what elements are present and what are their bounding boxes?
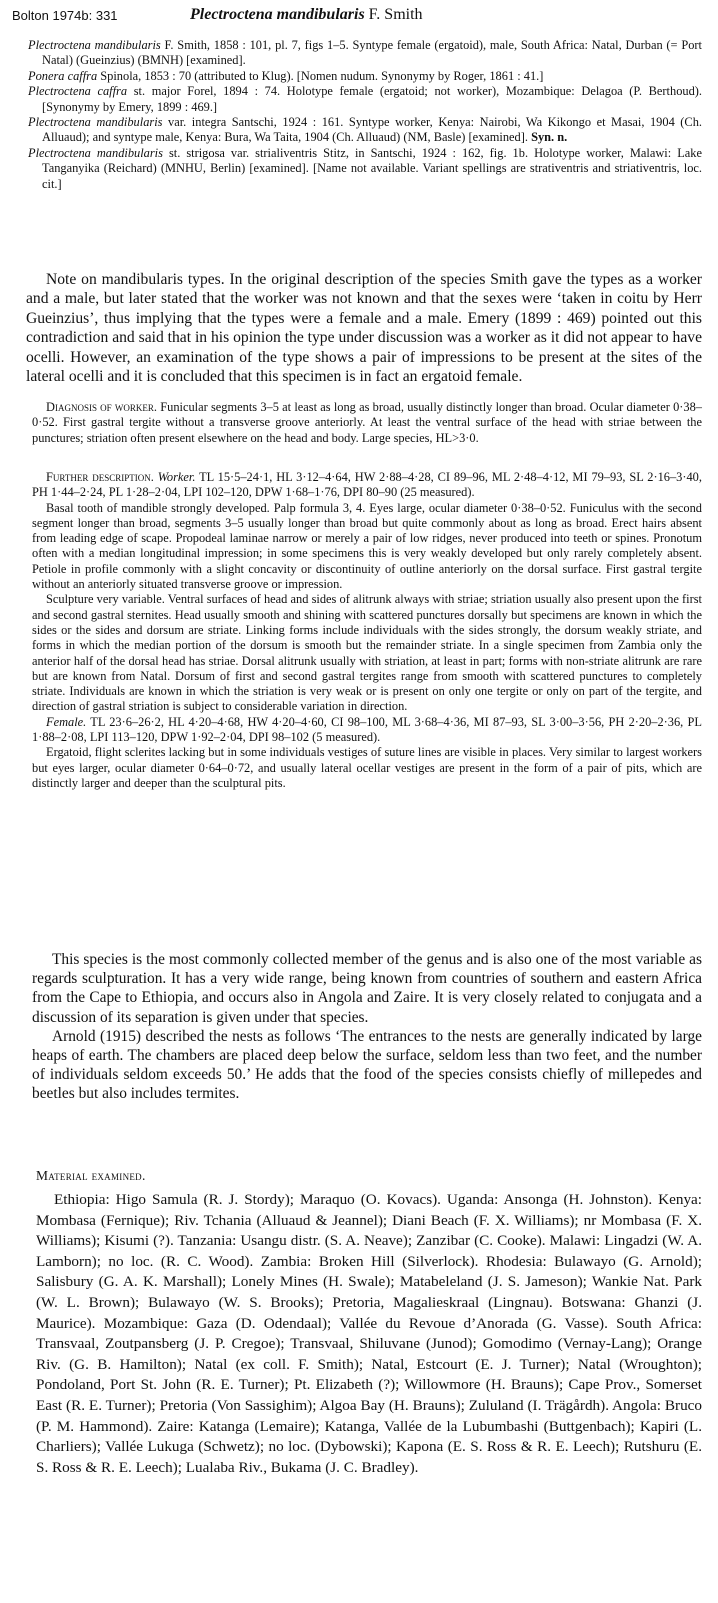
synonymy-entry [28,38,702,69]
synonymy-text: Spinola, 1853 : 70 (attributed to Klug). [Nomen nudum. Synonymy by Roger, 1861 : 41.] [97,68,544,83]
synonymy-text: var. integra Santschi, 1924 : 161. Syntype worker, Kenya: Nairobi, Wa Kikongo et Masai, 1904 (Ch. Alluaud); and syntype male, Kenya: Bura, Wa Taita, 1904 (Ch. Alluaud) (NM, Basle) [examined]. [42,115,702,145]
material-list: Ethiopia: Higo Samula (R. J. Stordy); Maraquo (O. Kovacs). Uganda: Ansonga (H. Johnston). Kenya: Mombasa (Fernique); Riv. Tchania (Alluaud & Jeannel); Diani Beach (F. X. Williams); nr Mombasa (F. X. Williams); Kisumi (?). Tanzania: Usangu distr. (S. A. Neave); Zanzibar (C. Cooke). Malawi: Lingadzi (W. A. Lamborn); no loc. (R. C. Wood). Zambia: Broken Hill (Silverlock). Rhodesia: Bulawayo (G. Arnold); Salisbury (G. A. K. Marshall); Lonely Mines (H. Swale); Matabeleland (J. S. Jameson); Wankie Nat. Park (W. L. Brown); Bulawayo (W. S. Brooks); Pretoria, Magalieskraal (Lingnau). Botswana: Ghanzi (J. Maurice). Mozambique: Gaza (D. Odendaal); Vallée du Revoue d’Anorada (G. Vasse). South Africa: Transvaal, Zoutpansberg (J. P. Cregoe); Transvaal, Shiluvane (Junod); Gomodimo (Vernay-Lang); Orange Riv. (G. B. Hamilton); Natal (ex coll. F. Smith); Natal, Estcourt (E. J. Turner); Natal (Wroughton); Pondoland, Port St. John (R. E. Turner); Pt. Elizabeth (?); Willowmore (H. Brauns); Cape Prov., Somerset East (R. E. Turner); Pretoria (Von Sassighim); Algoa Bay (H. Brauns); Zululand (I. Trägårdh). Angola: Bruco (P. M. Hammond). Zaire: Katanga (Lemaire); Katanga, Vallée de la Lubumbashi (Buttgenbach); Kapiri (L. Charliers); Vallée Lukuga (Schwetz); no loc. (Dybowski); Kapona (E. S. Ross & R. E. Leech); Rutshuru (E. S. Ross & R. E. Leech); Lualaba Riv., Bukama (J. C. Bradley). [36,1191,702,1476]
material-heading: Material examined. [36,1168,146,1183]
diagnosis-text: Funicular segments 3–5 at least as long as broad, usually distinctly longer than broad. Ocular diameter 0·38–0·52. First gastral tergite without a transverse groove anteriorly. At least the ventral surface of the head with striae between the punctures; striation often present elsewhere on the head and body. Large species, HL>3·0. [32,400,702,445]
diagnosis-heading: Diagnosis of worker. [46,400,158,414]
synonymy-entry [28,69,702,84]
worker-diagnosis [32,400,702,446]
species-title [190,6,423,24]
species-author: F. Smith [368,6,423,23]
synonymy-text: F. Smith, 1858 : 101, pl. 7, figs 1–5. Syntype female (ergatoid), male, South Africa: Natal, Durban (= Port Natal) (Gueinzius) (BMNH) [examined]. [42,38,702,68]
synonymy-list [28,38,702,192]
synonymy-name: Plectroctena caffra [28,84,128,99]
worker-measurements: TL 15·5–24·1, HL 3·12–4·64, HW 2·88–4·28, CI 89–96, ML 2·48–4·12, MI 79–93, SL 2·16–3·40, PH 1·44–2·24, PL 1·28–2·04, LPI 102–120, DPW 1·68–1·76, DPI 80–90 (25 measured). [32,470,702,500]
source-reference: Bolton 1974b: 331 [12,8,118,23]
synonymy-text: st. major Forel, 1894 : 74. Holotype female (ergatoid; not worker), Mozambique: Delagoa (P. Berthoud). [Synonymy by Emery, 1899 : 469.] [42,84,703,114]
species-discussion [32,950,702,1104]
female-measurements: TL 23·6–26·2, HL 4·20–4·68, HW 4·20–4·60, CI 98–100, ML 3·68–4·36, MI 87–93, SL 3·00–3·56, PH 2·20–2·36, PL 1·88–2·08, LPI 113–120, DPW 1·92–2·04, DPI 98–102 (5 measured). [32,714,702,745]
type-note [26,270,702,386]
type-note-paragraph: Note on mandibularis types. In the original description of the species Smith gave the types as a worker and a male, but later stated that the worker was not known and that the sexes were ‘taken in coitu by Herr Gueinzius’, thus implying that the types were a female and a male. Emery (1899 : 469) pointed out this contradiction and said that in his opinion the type under discussion was a worker as it did not appear to have ocelli. However, an examination of the type shows a pair of impressions to be present at the sites of the lateral ocelli and it is concluded that this specimen is in fact an ergatoid female. [26,271,702,386]
mandible-paragraph: Basal tooth of mandible strongly developed. Palp formula 3, 4. Eyes large, ocular diameter 0·38–0·52. Funiculus with the second segment longer than broad, segments 3–5 usually longer than broad but quite commonly about as long as broad. Erect hairs absent from leading edge of scape. Propodeal laminae narrow or merely a pair of low ridges, never produced into teeth or spines. Pronotum often with a median longitudinal impression; in some specimens this is very weakly developed but only rarely completely absent. Petiole in profile commonly with a slight concavity or discontinuity of outline anteriorly on the dorsal surface. First gastral tergite without an anteriorly situated transverse groove or impression. [32,500,702,592]
worker-label: Worker. [157,470,196,484]
nest-paragraph: Arnold (1915) described the nests as follows ‘The entrances to the nests are generally indicated by large heaps of earth. The chambers are placed deep below the surface, seldom less than two feet, and the number of individuals seldom exceeds 50.’ He adds that the food of the species consists chiefly of millepedes and beetles but also includes termites. [32,1027,702,1103]
synonymy-text: st. strigosa var. strialiventris Stitz, in Santschi, 1924 : 162, fig. 1b. Holotype worker, Malawi: Lake Tanganyika (Reichard) (MNHU, Berlin) [examined]. [Name not available. Variant spellings are strativentris and striativentris, loc. cit.] [42,145,702,191]
synonymy-name: Ponera caffra [28,68,98,83]
new-synonymy-mark: Syn. n. [531,130,568,145]
further-description-heading: Further description. [46,470,154,484]
female-label: Female. [46,714,87,729]
synonymy-name: Plectroctena mandibularis [28,115,163,130]
synonymy-name: Plectroctena mandibularis [28,145,163,160]
page-header [12,6,706,30]
further-description [32,470,702,791]
discussion-paragraph: This species is the most commonly collected member of the genus and is also one of the most variable as regards sculpturation. It has a very wide range, being known from countries of southern and eastern Africa from the Cape to Ethiopia, and occurs also in Angola and Zaire. It is very closely related to conjugata and a discussion of its separation is given under that species. [32,951,702,1026]
sculpture-paragraph: Sculpture very variable. Ventral surfaces of head and sides of alitrunk always with striae; striation usually also present upon the first and second gastral sternites. Head usually smooth and shining with scattered punctures dorsally but specimens are known in which the sides or the sides and dorsum are striate. Linking forms include individuals with the sides strongly, the dorsum weakly striate, and forms in which the median portion of the dorsum is smooth but the remainder striate. In a single specimen from Zambia only the anterior half of the dorsal head has striae. Dorsal alitrunk usually with striation, at least in part; forms with non-striate alitrunk are rare but are known from Natal. Dorsum of first and second gastral tergites range from smooth with scattered punctures to completely striate. Individuals are known in which the striation is very weak or is present on only one tergite or only on part of the tergite, and direction of gastral striation is subject to considerable variation in direction. [32,592,702,714]
species-name: Plectroctena mandibularis [190,6,365,23]
synonymy-entry [28,146,702,192]
synonymy-name: Plectroctena mandibularis [28,38,161,52]
material-examined [36,1190,702,1478]
synonymy-entry [28,115,702,146]
ergatoid-paragraph: Ergatoid, flight sclerites lacking but in some individuals vestiges of suture lines are visible in places. Very similar to largest workers but eyes larger, ocular diameter 0·64–0·72, and usually lateral ocellar vestiges are present in the form of a pair of pits, which are distinctly larger and deeper than the sculptural pits. [32,745,702,790]
synonymy-entry [28,84,702,115]
